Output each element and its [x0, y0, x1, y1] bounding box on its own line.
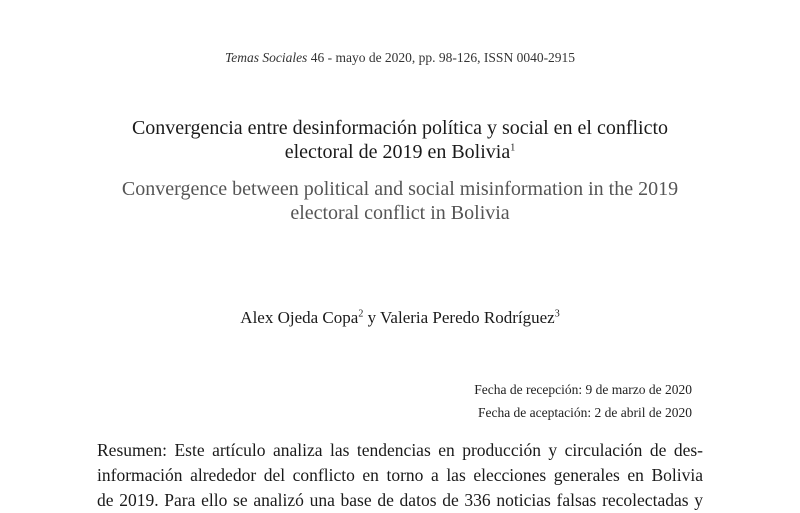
issue-info: 46 - mayo de 2020, pp. 98-126, ISSN 0040-2915	[307, 50, 576, 65]
footnote-marker: 1	[510, 142, 516, 154]
author-line	[0, 308, 800, 328]
abstract-line-2: información alrededor del conflicto en torno a las elecciones generales en Bolivia	[97, 465, 703, 485]
title-spanish-line-2	[60, 140, 740, 164]
author-connector: y	[363, 308, 381, 327]
author-1-footnote: 2	[358, 308, 364, 320]
accepted-date: Fecha de aceptación: 2 de abril de 2020	[477, 405, 692, 420]
abstract-line-3: de 2019. Para ello se analizó una base de datos de 336 noticias falsas recolectadas y	[97, 490, 703, 510]
title-english-line-2: electoral conflict in Bolivia	[290, 202, 510, 224]
title-english-line-1: Convergence between political and social misinformation in the 2019	[121, 178, 679, 200]
title-spanish-line-1: Convergencia entre desinformación política y social en el conflicto	[131, 117, 669, 139]
author-2: Valeria Peredo Rodríguez	[380, 308, 555, 327]
title-english	[60, 177, 740, 225]
abstract	[97, 438, 703, 513]
abstract-line-1: Resumen: Este artículo analiza las tendencias en producción y circulación de des-	[97, 440, 703, 460]
journal-name: Temas Sociales	[224, 50, 308, 65]
author-1: Alex Ojeda Copa	[240, 308, 359, 327]
received-date: Fecha de recepción: 9 de marzo de 2020	[474, 382, 692, 397]
journal-header	[0, 50, 800, 66]
submission-dates	[474, 378, 692, 424]
author-2-footnote: 3	[554, 308, 560, 320]
title-spanish	[60, 116, 740, 164]
title-spanish-line-2-text: electoral de 2019 en Bolivia	[284, 141, 511, 163]
